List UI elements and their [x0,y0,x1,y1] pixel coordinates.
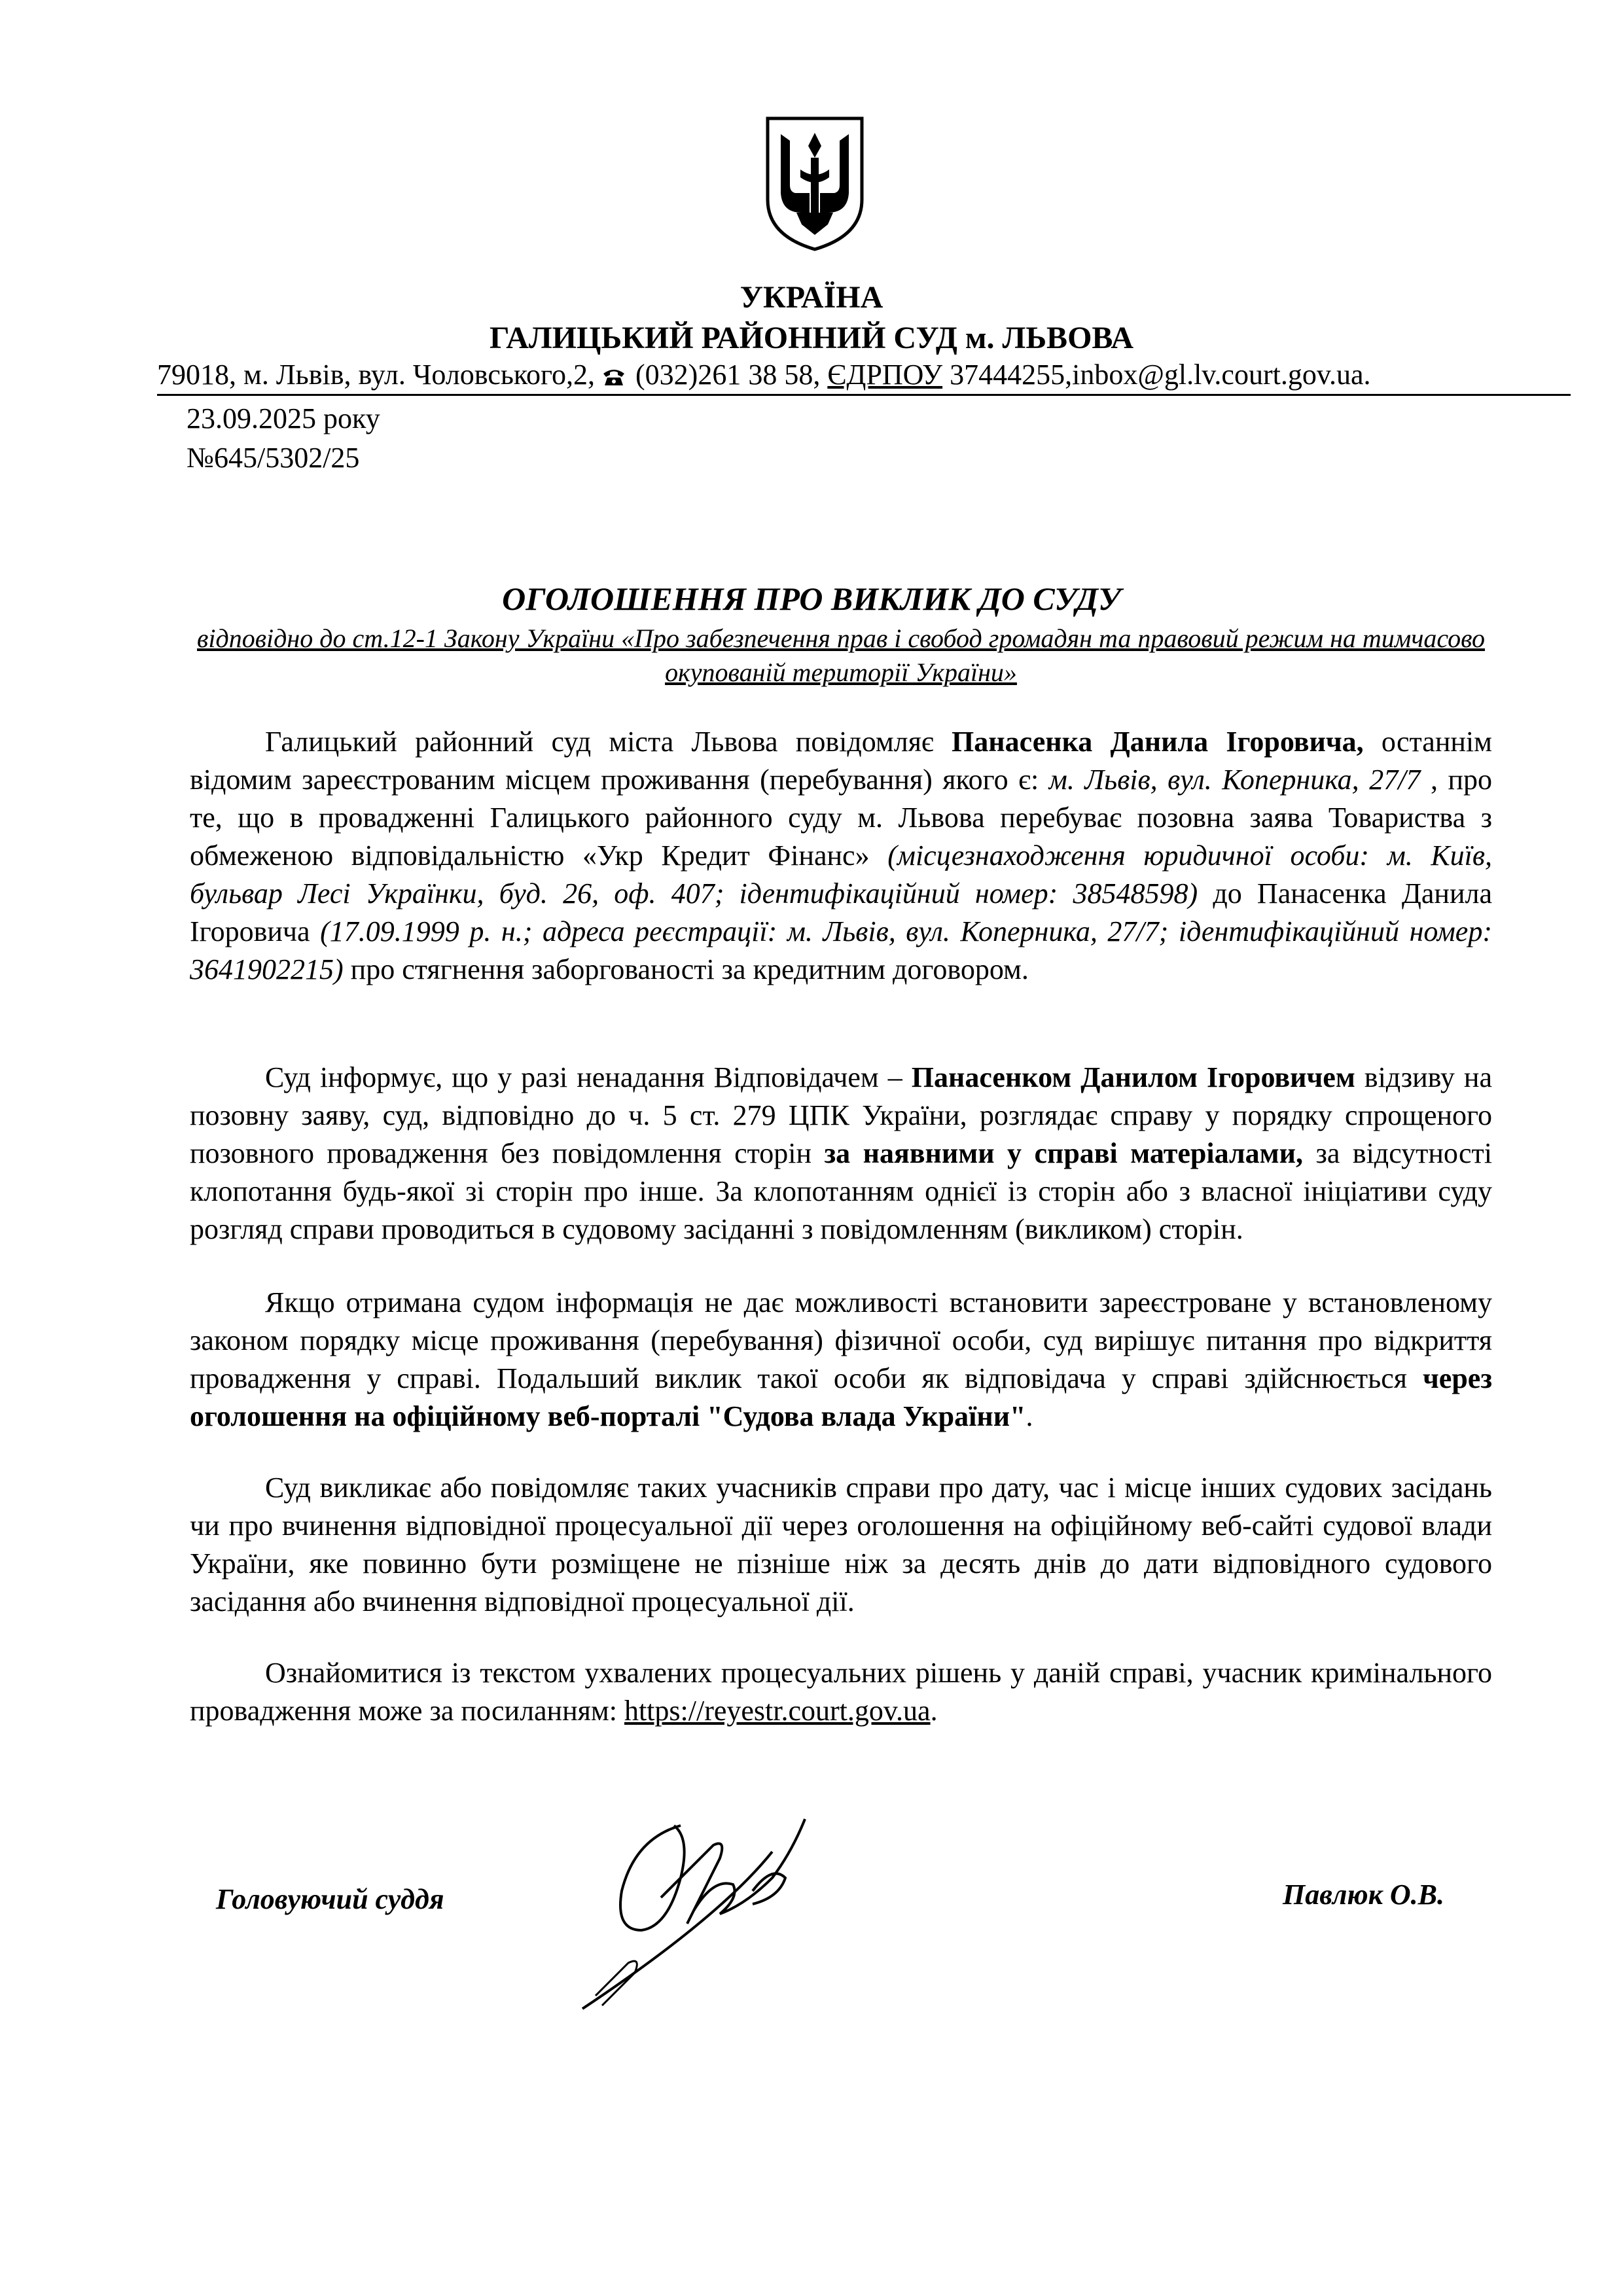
signatory-name: Павлюк О.В. [1283,1879,1445,1911]
paragraph-summons [190,1284,1492,1436]
edrpou-label: ЄДРПОУ [827,359,943,391]
edrpou-value: 37444255,inbox@gl.lv.court.gov.ua. [950,359,1371,391]
p2-bold-phrase: за наявними у справі матеріалами, [824,1137,1303,1169]
signatory-role: Головуючий суддя [216,1883,444,1915]
paragraph-notice [190,723,1492,989]
p3-text-1: Якщо отримана судом інформація не дає можливості встановити зареєстроване у встановленому законом порядку місце проживання (перебування) фізичної особи, суд вирішує питання про відкриття провадження у справі. Подальший виклик такої особи як відповідача у справі здійснюється [190,1286,1492,1394]
p5-text-2: . [930,1695,938,1727]
p3-text-2: . [1026,1400,1033,1432]
p2-text-2: відзиву на позовну заяву, суд, відповідно до ч. 5 ст. 279 ЦПК України, розглядає справу у порядку спрощеного позовного провадження без повідомлення сторін [190,1061,1493,1169]
plaintiff-info: (місцезнаходження юридичної особи: м. Київ, бульвар Лесі Українки, буд. 26, оф. 407; ідентифікаційний номер: 38548598) [190,839,1492,910]
document-date: 23.09.2025 року [187,402,380,434]
defendant-name-instrumental: Панасенком Данилом Ігоровичем [911,1061,1355,1093]
country-heading: УКРАЇНА [740,280,883,315]
p5-text-1: Ознайомитися із текстом ухвалених процесуальних рішень у даній справі, учасник кримінального провадження може за посиланням: [190,1657,1492,1727]
phone-icon [602,367,626,387]
document-number: №645/5302/25 [187,442,360,474]
p1-text-2: останнім відомим зареєстрованим місцем проживання (перебування) якого є: [190,726,1492,796]
p2-text-3: за відсутності клопотання будь-якої зі сторін про інше. За клопотанням однієї із сторін або з власної ініціативи суду розгляд справи проводиться в судовому засіданні з повідомленням (викликом) сторін. [190,1137,1492,1245]
p1-text-4: до Панасенка Данила Ігоровича [190,877,1492,947]
paragraph-registry-link [190,1654,1492,1730]
signature-icon [556,1799,883,2015]
document-title: ОГОЛОШЕННЯ ПРО ВИКЛИК ДО СУДУ [502,580,1121,617]
court-name-heading: ГАЛИЦЬКИЙ РАЙОННИЙ СУД м. ЛЬВОВА [489,321,1134,355]
p1-text-1: Галицький районний суд міста Львова повідомляє [265,726,952,758]
court-phone: (032)261 38 58, [635,359,821,391]
registry-link[interactable]: https://reyestr.court.gov.ua [624,1695,931,1727]
p1-text-3: , про те, що в провадженні Галицького районного суду м. Львова перебуває позовна заява Товариства з обмеженою відповідальністю «Укр Кредит Фінанс» [190,764,1493,872]
p2-text-1: Суд інформує, що у разі ненадання Відповідачем – [265,1061,912,1093]
p3-bold-phrase: через оголошення на офіційному веб-порталі "Судова влада України" [190,1362,1492,1432]
defendant-info: (17.09.1999 р. н.; адреса реєстрації: м. Львів, вул. Коперника, 27/7; ідентифікаційний номер: 3641902215) [190,915,1492,985]
paragraph-procedure [190,1059,1492,1248]
trident-icon [762,115,867,253]
document-subtitle: відповідно до ст.12-1 Закону України «Про забезпечення прав і свобод громадян та правовий режим на тимчасово окупованій території України» [196,624,1486,687]
paragraph-notification: Суд викликає або повідомляє таких учасників справи про дату, час і місце інших судових засідань чи про вчинення відповідної процесуальної дії через оголошення на офіційному веб-сайті судової влади України, яке повинно бути розміщене не пізніше ніж за десять днів до дати відповідного судового засідання або вчинення відповідної процесуальної дії. [190,1472,1492,1617]
defendant-name: Панасенка Данила Ігоровича, [952,726,1364,758]
court-address: 79018, м. Львів, вул. Чоловського,2, [157,359,596,391]
p1-text-5: про стягнення заборгованості за кредитним договором. [343,953,1029,985]
header-divider [157,394,1571,396]
court-contacts [157,357,1371,393]
defendant-address: м. Львів, вул. Коперника, 27/7 [1048,764,1421,796]
